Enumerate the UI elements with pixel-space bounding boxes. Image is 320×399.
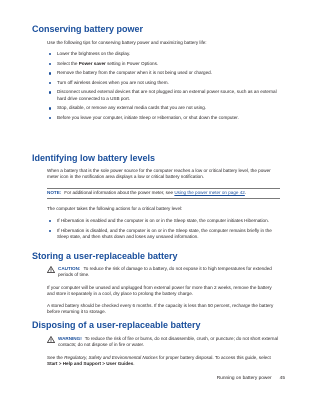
bullet-icon xyxy=(49,53,51,55)
warning-text: To reduce the risk of fire or burns, do not disassemble, crush, or puncture; do not short external contacts; do not dispose of in fire or water. xyxy=(58,336,279,348)
low-battery-intro: When a battery that is the sole power source for the computer reaches a low or critical battery level, the power meter icon in the notification area displays a low or critical battery notification. xyxy=(47,168,271,180)
list-item: Remove the battery from the computer when it is not being used or charged. xyxy=(47,70,277,76)
list-item: Disconnect unused external devices that are not plugged into an external power source, such as an external hard drive connected to a USB port. xyxy=(47,89,277,102)
heading-low-battery: Identifying low battery levels xyxy=(32,153,156,163)
bullet-icon xyxy=(49,220,51,222)
page-number: 45 xyxy=(279,376,285,381)
footer-section-title: Running on battery power xyxy=(216,376,272,381)
page-footer xyxy=(175,376,285,382)
caution-box xyxy=(58,266,280,279)
list-item: If Hibernation is enabled and the computer is on or in the Sleep state, the computer initiates Hibernation. xyxy=(47,218,277,224)
bullet-icon xyxy=(49,117,51,119)
bullet-icon xyxy=(49,72,51,74)
bullet-icon xyxy=(49,63,51,65)
list-item: Before you leave your computer, initiate Sleep or Hibernation, or shut down the computer. xyxy=(47,115,277,121)
warning-triangle-icon xyxy=(47,266,55,273)
caution-text: To reduce the risk of damage to a battery, do not expose it to high temperatures for extended periods of time. xyxy=(58,266,272,278)
heading-conserving: Conserving battery power xyxy=(32,24,144,34)
list-item: Turn off wireless devices when you are not using them. xyxy=(47,80,277,86)
conserving-bullet-list xyxy=(47,51,277,125)
bullet-icon xyxy=(49,82,51,84)
warning-label: WARNING! xyxy=(58,336,82,341)
heading-disposing: Disposing of a user-replaceable battery xyxy=(32,320,201,330)
bullet-icon xyxy=(49,91,51,93)
bullet-icon xyxy=(49,107,51,109)
note-text: For additional information about the power meter, see xyxy=(64,190,175,195)
bullet-icon xyxy=(49,230,51,232)
storing-paragraph-2: A stored battery should be checked every 6 months. If the capacity is less than 50 percent, recharge the battery before returning it to storage. xyxy=(47,303,274,315)
note-label: NOTE: xyxy=(47,190,62,195)
list-item: Lower the brightness on the display. xyxy=(47,51,277,57)
note-bottom-rule xyxy=(47,198,280,199)
note-top-rule xyxy=(47,188,280,189)
warning-box xyxy=(58,336,280,349)
list-item: Stop, disable, or remove any external media cards that you are not using. xyxy=(47,105,277,111)
heading-storing: Storing a user-replaceable battery xyxy=(32,251,178,261)
list-item: If Hibernation is disabled, and the computer is on or in the Sleep state, the computer remains briefly in the Sleep state, and then shuts down and loses any unsaved information. xyxy=(47,228,277,241)
conserving-intro: Use the following tips for conserving battery power and maximizing battery life: xyxy=(47,40,207,45)
low-battery-bullet-list xyxy=(47,218,277,244)
storing-paragraph-1: If your computer will be unused and unplugged from external power for more than 2 weeks, remove the battery and store it separately in a cool, dry place to prolong the battery charge. xyxy=(47,285,272,297)
warning-triangle-icon xyxy=(47,336,55,343)
caution-label: CAUTION: xyxy=(58,266,81,271)
list-item: Select the Power saver setting in Power Options. xyxy=(47,61,277,67)
power-meter-link[interactable]: Using the power meter on page 42 xyxy=(174,190,245,195)
disposing-paragraph: See the Regulatory, Safety and Environmental Notices for proper battery disposal. To access this guide, select Start > Help and Support > User Guides. xyxy=(47,355,271,367)
low-battery-actions-intro: The computer takes the following actions for a critical battery level: xyxy=(47,206,183,211)
note-box xyxy=(47,190,280,196)
note-end: . xyxy=(244,190,247,195)
